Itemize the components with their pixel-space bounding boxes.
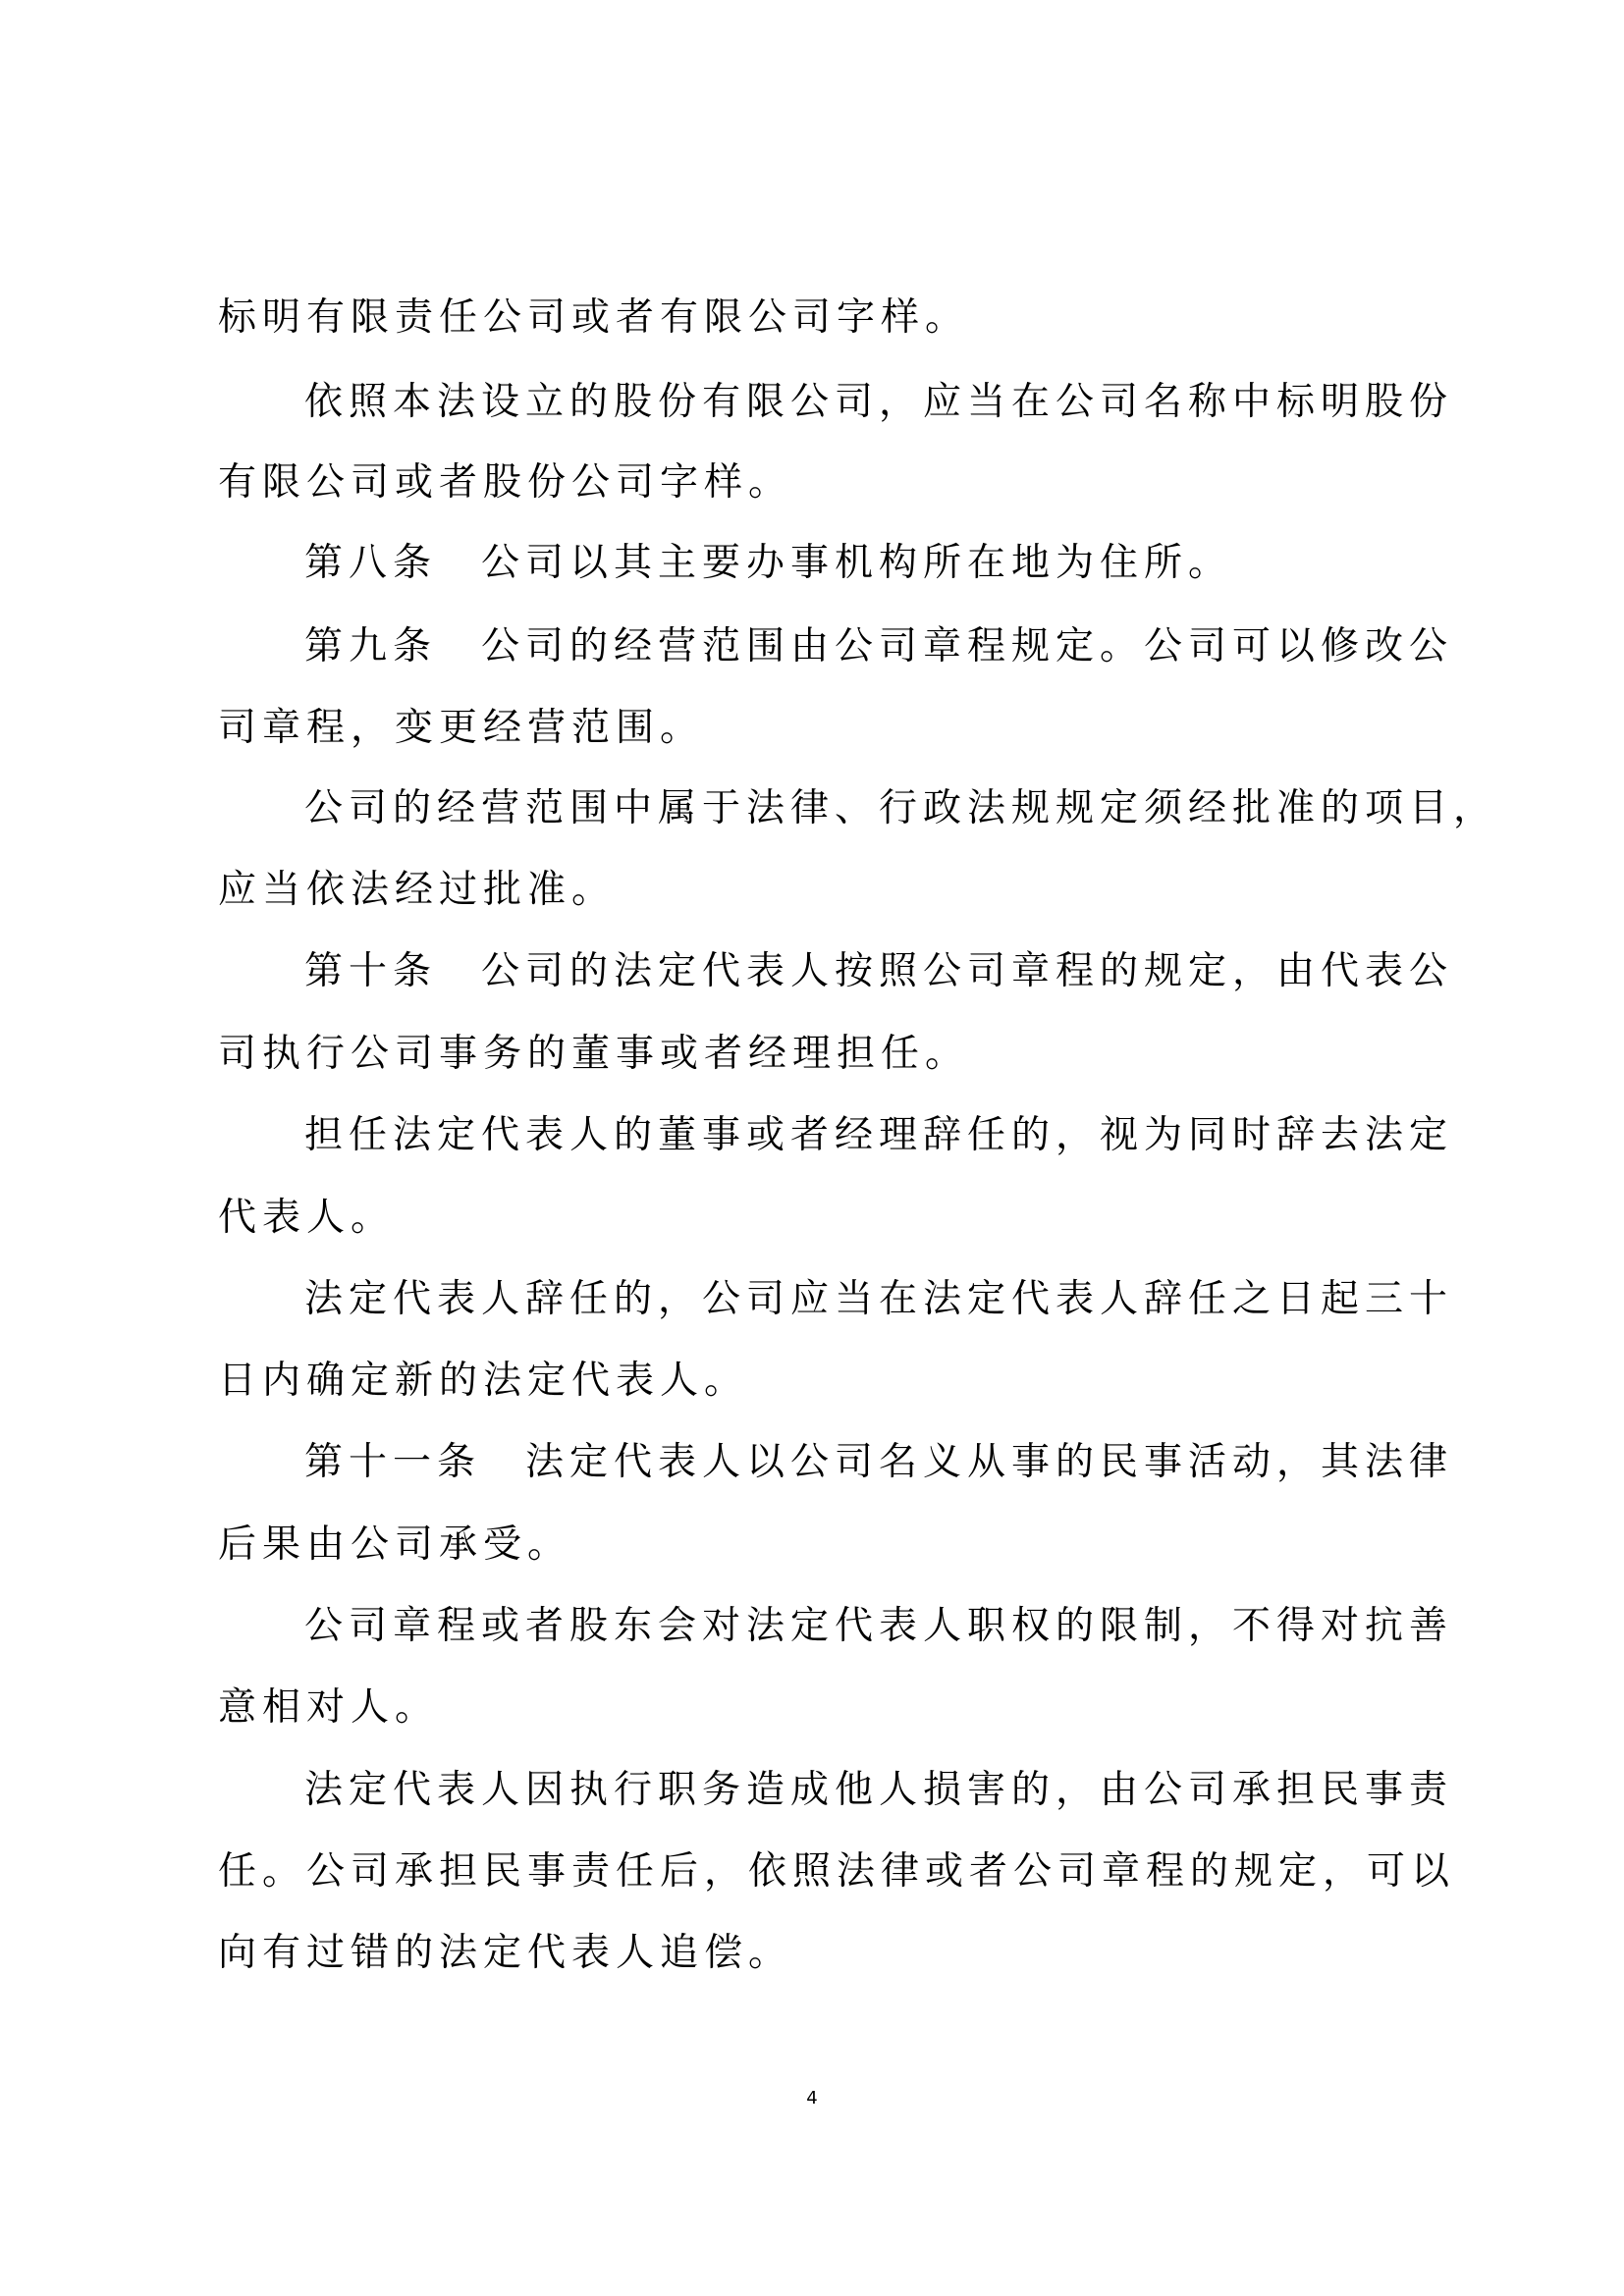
text-line: 任。公司承担民事责任后，依照法律或者公司章程的规定，可以 [218, 1849, 1456, 1894]
text-line: 司执行公司事务的董事或者经理担任。 [218, 1032, 970, 1076]
text-line: 代表人。 [218, 1196, 396, 1240]
text-line: 后果由公司承受。 [218, 1522, 572, 1567]
text-line: 第十一条 法定代表人以公司名义从事的民事活动，其法律 [304, 1440, 1454, 1484]
text-line: 意相对人。 [218, 1685, 440, 1730]
text-line: 法定代表人因执行职务造成他人损害的，由公司承担民事责 [304, 1768, 1454, 1812]
text-line: 第九条 公司的经营范围由公司章程规定。公司可以修改公 [304, 624, 1454, 668]
text-line: 第十条 公司的法定代表人按照公司章程的规定，由代表公 [304, 949, 1454, 993]
text-line: 第八条 公司以其主要办事机构所在地为住所。 [304, 541, 1233, 585]
text-line: 依照本法设立的股份有限公司，应当在公司名称中标明股份 [304, 380, 1454, 424]
page-number: 4 [806, 2088, 818, 2109]
text-line: 司章程，变更经营范围。 [218, 706, 705, 750]
text-line: 标明有限责任公司或者有限公司字样。 [218, 295, 970, 340]
text-line: 担任法定代表人的董事或者经理辞任的，视为同时辞去法定 [304, 1113, 1454, 1157]
text-line: 法定代表人辞任的，公司应当在法定代表人辞任之日起三十 [304, 1277, 1454, 1321]
text-line: 应当依法经过批准。 [218, 868, 617, 912]
text-line: 向有过错的法定代表人追偿。 [218, 1931, 793, 1975]
text-line: 日内确定新的法定代表人。 [218, 1359, 749, 1403]
text-line: 公司的经营范围中属于法律、行政法规规定须经批准的项目， [304, 786, 1498, 830]
text-line: 有限公司或者股份公司字样。 [218, 460, 793, 505]
text-line: 公司章程或者股东会对法定代表人职权的限制，不得对抗善 [304, 1604, 1454, 1648]
